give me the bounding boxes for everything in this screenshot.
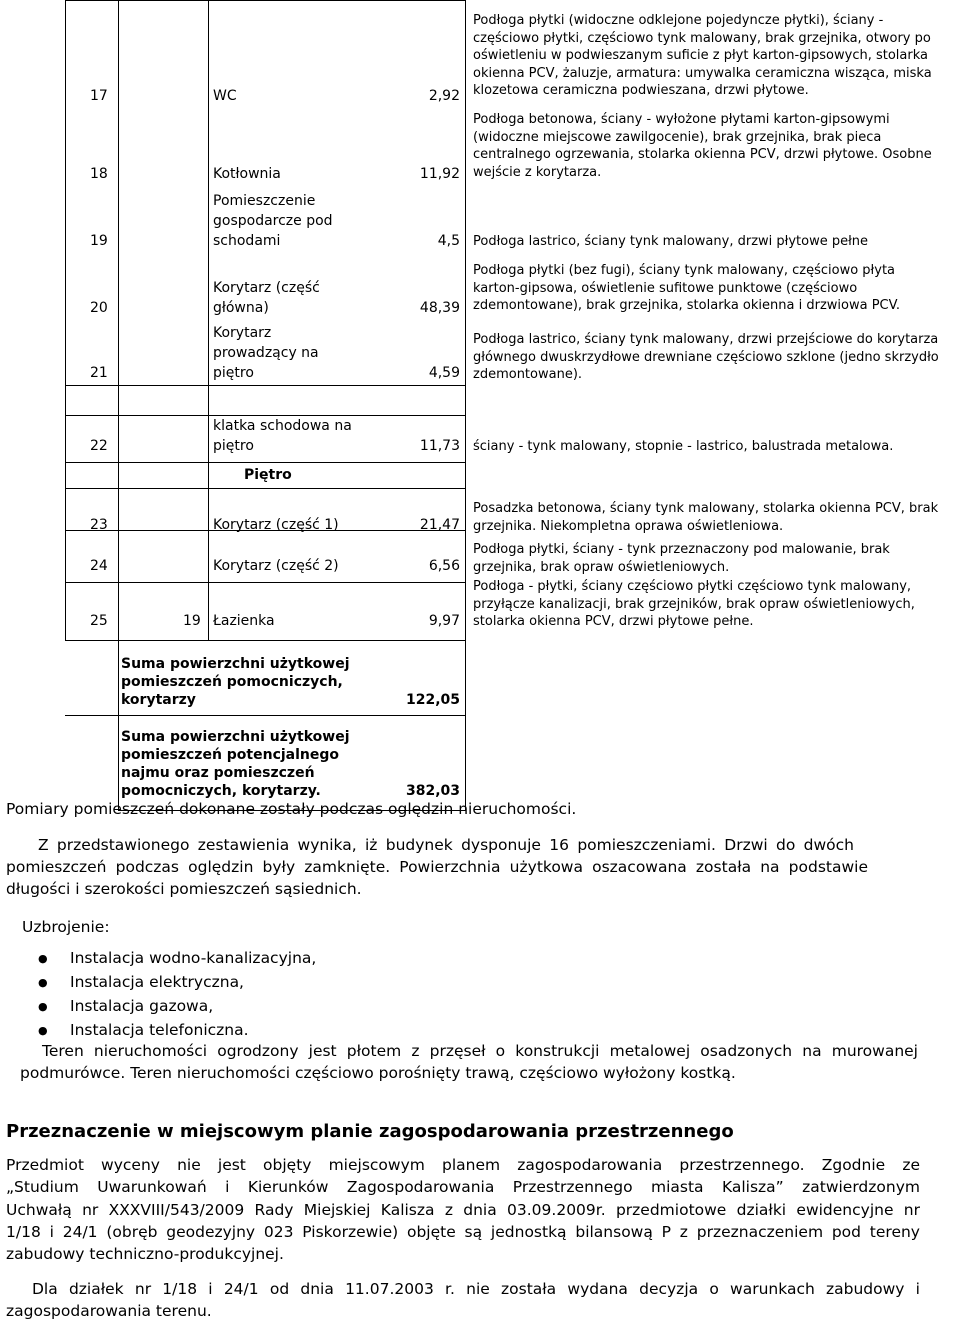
room-description: Podłoga lastrico, ściany tynk malowany, drzwi przejściowe do korytarza	[473, 332, 939, 347]
equipment-list	[24, 949, 316, 1045]
room-number: 17	[90, 88, 108, 104]
summary-vertical-rule	[465, 640, 466, 810]
summary-label: pomieszczeń potencjalnego	[121, 747, 340, 763]
room-description: Podłoga płytki (bez fugi), ściany tynk malowany, częściowo płyta	[473, 263, 896, 278]
summary-label: korytarzy	[121, 692, 196, 708]
room-area: 9,97	[428, 613, 460, 629]
summary-label: najmu oraz pomieszczeń	[121, 765, 315, 781]
room-description: Podłoga płytki, ściany - tynk przeznaczony pod malowanie, brak	[473, 542, 890, 557]
room-number: 18	[90, 166, 108, 182]
floor-header: Piętro	[244, 467, 292, 483]
equipment-item: ● Instalacja wodno-kanalizacyjna,	[24, 949, 316, 968]
room-area: 6,56	[428, 558, 460, 574]
equipment-item: ● Instalacja telefoniczna.	[24, 1021, 316, 1040]
summary-label: pomocniczych, korytarzy.	[121, 783, 321, 799]
room-description: zdemontowane).	[473, 367, 583, 382]
room-name: Korytarz (część 2)	[213, 558, 339, 574]
table-horizontal-rule	[65, 640, 466, 641]
summary-label: Suma powierzchni użytkowej	[121, 729, 350, 745]
room-description: Podłoga - płytki, ściany częściowo płytki częściowo tynk malowany,	[473, 579, 912, 594]
table-vertical-rule	[465, 0, 466, 640]
intro-paragraph: pomieszczeń podczas oględzin były zamknięte. Powierzchnia użytkowa oszacowana została na podstawie	[6, 858, 868, 876]
summary-value: 382,03	[405, 783, 460, 799]
plan-paragraph: „Studium Uwarunkowań i Kierunków Zagospodarowania Przestrzennego miasta Kalisza” zatwierdzonym	[6, 1178, 920, 1197]
room-name: schodami	[213, 233, 281, 249]
table-vertical-rule	[118, 0, 119, 640]
intro-paragraph: długości i szerokości pomieszczeń sąsiednich.	[6, 880, 362, 898]
table-horizontal-rule	[65, 415, 466, 416]
room-name: piętro	[213, 438, 254, 454]
plan-paragraph: 1/18 i 24/1 (obręb geodezyjny 023 Piskorzewie) objęte są jednostką bilansową P z przeznaczeniem pod tereny	[6, 1222, 920, 1241]
room-name: Korytarz	[213, 325, 272, 341]
room-description: oświetleniu w podwieszanym suficie z płyt karton-gipsowych, stolarka	[473, 48, 928, 63]
measurement-note: Pomiary pomieszczeń dokonane zostały podczas oględzin nieruchomości.	[6, 800, 577, 818]
fence-paragraph: podmurówce. Teren nieruchomości częściowo porośnięty trawą, częściowo wyłożony kostką.	[20, 1064, 736, 1082]
room-number: 19	[90, 233, 108, 249]
plan-paragraph: Uchwałą nr XXXVIII/543/2009 Rady Miejskiej Kalisza z dnia 03.09.2009r. przedmiotowe działki ewidencyjne nr	[6, 1200, 920, 1219]
room-name: Korytarz (część 1)	[213, 517, 339, 533]
table-horizontal-rule	[65, 0, 466, 1]
plan-paragraph: Przedmiot wyceny nie jest objęty miejscowym planem zagospodarowania przestrzennego. Zgodnie ze	[6, 1156, 920, 1174]
room-plan-number: 19	[183, 613, 201, 629]
table-horizontal-rule	[65, 385, 466, 386]
room-name: gospodarcze pod	[213, 213, 333, 229]
room-description: Podłoga płytki (widoczne odklejone pojedyncze płytki), ściany -	[473, 13, 884, 28]
room-description: przyłącze kanalizacji, brak grzejników, brak opraw oświetleniowych,	[473, 596, 915, 612]
summary-value: 122,05	[405, 692, 460, 708]
room-description: zdemontowane), brak grzejnika, stolarka okienna i drzwiowa PCV.	[473, 298, 900, 313]
room-description: częściowo płytki, częściowo tynk malowany, brak grzejnika, otwory po	[473, 30, 931, 46]
summary-vertical-rule	[118, 640, 119, 810]
room-number: 21	[90, 365, 108, 381]
room-name: Kotłownia	[213, 166, 281, 182]
room-number: 20	[90, 300, 108, 316]
room-description: stolarka okienna PCV, drzwi płytowe pełne.	[473, 614, 754, 629]
room-description: klozetowa ceramiczna podwieszana, drzwi płytowe.	[473, 83, 809, 98]
room-area: 4,5	[437, 233, 460, 249]
table-vertical-rule	[208, 0, 209, 640]
intro-paragraph: Z przedstawionego zestawienia wynika, iż budynek dysponuje 16 pomieszczeniami. Drzwi do dwóch	[38, 836, 854, 854]
decision-paragraph: Dla działek nr 1/18 i 24/1 od dnia 11.07.2003 r. nie została wydana decyzja o warunkach zabudowy i	[32, 1280, 920, 1298]
room-description: głównego dwuskrzydłowe drewniane częściowo szklone (jedno skrzydło	[473, 349, 939, 365]
room-number: 22	[90, 438, 108, 454]
room-description: (widoczne miejscowe zawilgocenie), brak grzejnika, brak pieca	[473, 129, 882, 145]
table-horizontal-rule	[65, 462, 466, 463]
room-area: 2,92	[428, 88, 460, 104]
room-description: grzejnika. Niekompletna oprawa oświetleniowa.	[473, 518, 784, 534]
fence-paragraph: Teren nieruchomości ogrodzony jest płotem z przęseł o konstrukcji metalowej osadzonych na murowanej	[42, 1042, 918, 1060]
table-horizontal-rule	[65, 715, 466, 716]
table-vertical-rule	[65, 0, 66, 640]
room-description: okienna PCV, żaluzje, armatura: umywalka ceramiczna wisząca, miska	[473, 65, 932, 81]
summary-label: Suma powierzchni użytkowej	[121, 656, 350, 672]
room-number: 23	[90, 517, 108, 533]
room-name: klatka schodowa na	[213, 418, 352, 434]
room-area: 11,92	[419, 166, 460, 182]
table-horizontal-rule	[65, 488, 466, 489]
room-number: 25	[90, 613, 108, 629]
room-area: 48,39	[419, 300, 460, 316]
table-horizontal-rule	[65, 582, 466, 583]
room-name: główna)	[213, 300, 269, 316]
equipment-title: Uzbrojenie:	[22, 918, 110, 936]
room-name: Korytarz (część	[213, 280, 320, 296]
room-description: karton-gipsowa, oświetlenie sufitowe punktowe (częściowo	[473, 280, 858, 296]
decision-paragraph: zagospodarowania terenu.	[6, 1302, 212, 1320]
summary-label: pomieszczeń pomocniczych,	[121, 674, 343, 690]
plan-paragraph: zabudowy techniczno-produkcyjnej.	[6, 1245, 284, 1264]
equipment-item: ● Instalacja elektryczna,	[24, 973, 316, 992]
room-description: Posadzka betonowa, ściany tynk malowany, stolarka okienna PCV, brak	[473, 501, 939, 516]
room-name: WC	[213, 88, 237, 104]
room-description: Podłoga betonowa, ściany - wyłożone płytami karton-gipsowymi	[473, 112, 890, 127]
room-description: ściany - tynk malowany, stopnie - lastrico, balustrada metalowa.	[473, 439, 894, 454]
room-name: piętro	[213, 365, 254, 381]
room-name: prowadzący na	[213, 345, 319, 361]
room-description: Podłoga lastrico, ściany tynk malowany, drzwi płytowe pełne	[473, 234, 869, 249]
room-area: 4,59	[428, 365, 460, 381]
room-name: Łazienka	[213, 613, 275, 629]
room-number: 24	[90, 558, 108, 574]
room-description: wejście z korytarza.	[473, 164, 602, 180]
equipment-item: ● Instalacja gazowa,	[24, 997, 316, 1016]
room-area: 21,47	[419, 517, 460, 533]
room-description: grzejnika, brak opraw oświetleniowych.	[473, 559, 730, 575]
room-name: Pomieszczenie	[213, 193, 316, 209]
room-area: 11,73	[419, 438, 460, 454]
section-heading: Przeznaczenie w miejscowym planie zagospodarowania przestrzennego	[6, 1121, 734, 1142]
room-description: centralnego ogrzewania, stolarka okienna PCV, drzwi płytowe. Osobne	[473, 147, 932, 162]
